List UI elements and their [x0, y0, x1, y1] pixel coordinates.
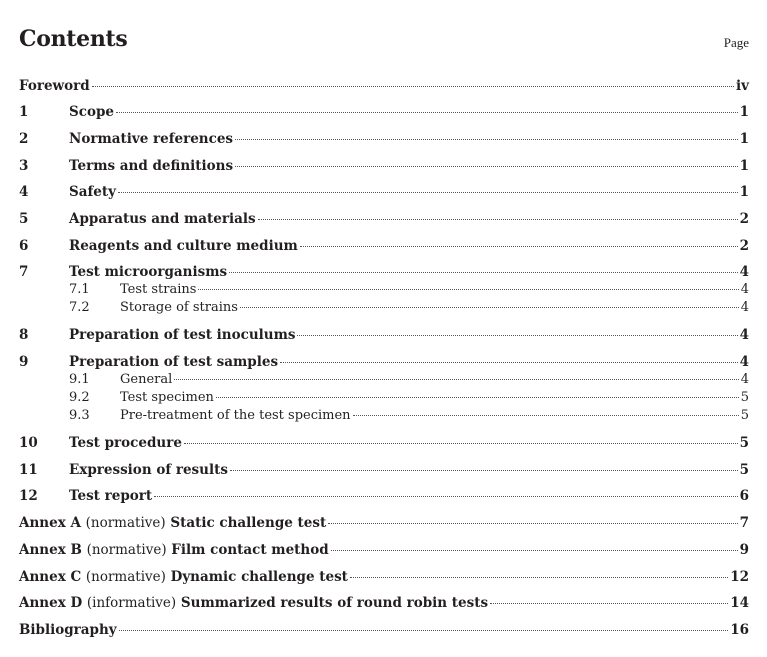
dot-leader	[154, 496, 737, 497]
toc-entry-label: Safety	[69, 184, 116, 200]
dot-leader	[280, 362, 738, 363]
annex-type: (informative)	[86, 595, 177, 611]
toc-entry-page: 16	[730, 622, 749, 638]
toc-entry-annex[interactable]	[19, 594, 749, 612]
dot-leader	[92, 86, 734, 87]
toc-entry-clause[interactable]	[19, 130, 749, 148]
dot-leader	[331, 550, 738, 551]
toc-entry-clause[interactable]	[19, 157, 749, 175]
dot-leader	[235, 139, 738, 140]
toc-entry-number: 12	[19, 488, 38, 504]
toc-entry-page: 5	[739, 435, 749, 451]
annex-name: Annex B	[19, 542, 82, 558]
dot-leader	[230, 470, 738, 471]
dot-leader	[300, 246, 738, 247]
toc-entry-subclause[interactable]	[19, 389, 749, 407]
annex-type: (normative)	[85, 515, 166, 531]
toc-entry-clause[interactable]	[19, 103, 749, 121]
dot-leader	[184, 443, 738, 444]
dot-leader	[350, 577, 728, 578]
toc-entry-clause[interactable]	[19, 461, 749, 479]
toc-entry-page: 2	[739, 238, 749, 254]
toc-entry-page: 5	[740, 390, 749, 405]
toc-entry-number: 9.3	[69, 408, 90, 423]
toc-entry-page: 4	[739, 327, 749, 343]
toc-entry-label: Apparatus and materials	[69, 211, 256, 227]
toc-entry-number: 4	[19, 184, 29, 200]
toc-entry-clause[interactable]	[19, 434, 749, 452]
dot-leader	[174, 379, 738, 380]
toc-entry-clause[interactable]	[19, 210, 749, 228]
toc-entry-clause[interactable]	[19, 326, 749, 344]
toc-entry-label: Test report	[69, 488, 153, 504]
dot-leader	[353, 415, 739, 416]
toc-entry-number: 7.2	[69, 300, 90, 315]
toc-entry-foreword[interactable]	[19, 77, 749, 95]
dot-leader	[119, 630, 729, 631]
toc-entry-page: 1	[739, 104, 749, 120]
page-column-header: Page	[723, 35, 749, 50]
annex-name: Annex D	[19, 595, 83, 611]
dot-leader	[240, 307, 739, 308]
toc-entry-page: 1	[739, 131, 749, 147]
toc-entry-label: Storage of strains	[120, 300, 238, 315]
toc-entry-clause[interactable]	[19, 487, 749, 505]
toc-entry-clause[interactable]	[19, 353, 749, 371]
toc-entry-number: 9.1	[69, 372, 90, 387]
toc-entry-label: Test specimen	[120, 390, 214, 405]
toc-entry-label: Preparation of test samples	[69, 354, 279, 370]
toc-entry-number: 5	[19, 211, 29, 227]
dot-leader	[490, 603, 728, 604]
toc-entry-number: 1	[19, 104, 29, 120]
toc-entry-annex[interactable]	[19, 568, 749, 586]
toc-entry-annex[interactable]	[19, 541, 749, 559]
toc-entry-page: 14	[730, 595, 749, 611]
toc-entry-annex[interactable]	[19, 514, 749, 532]
toc-entry-subclause[interactable]	[19, 371, 749, 389]
dot-leader	[116, 112, 738, 113]
toc-entry-label: Test strains	[120, 282, 197, 297]
toc-entry-label: Terms and definitions	[69, 158, 234, 174]
toc-entry-number: 10	[19, 435, 38, 451]
annex-name: Annex A	[19, 515, 81, 531]
toc-entry-page: iv	[736, 78, 749, 94]
toc-entry-page: 4	[740, 282, 749, 297]
annex-name: Annex C	[19, 569, 82, 585]
dot-leader	[229, 272, 737, 273]
toc-entry-page: 4	[740, 372, 749, 387]
dot-leader	[198, 289, 738, 290]
toc-entry-page: 9	[739, 542, 749, 558]
toc-entry-page: 5	[739, 462, 749, 478]
toc-entry-page: 4	[739, 354, 749, 370]
toc-entry-subclause[interactable]	[19, 299, 749, 317]
toc-entry-number: 8	[19, 327, 29, 343]
toc-entry-label: Test procedure	[69, 435, 182, 451]
dot-leader	[235, 166, 738, 167]
annex-title: Film contact method	[171, 542, 329, 558]
toc-entry-label: Preparation of test inoculums	[69, 327, 296, 343]
toc-entry-label: Pre-treatment of the test specimen	[120, 408, 351, 423]
toc-entry-label: Reagents and culture medium	[69, 238, 298, 254]
toc-entry-label: General	[120, 372, 173, 387]
toc-entry-number: 7.1	[69, 282, 90, 297]
toc-entry-subclause[interactable]	[19, 407, 749, 425]
toc-entry-number: 9.2	[69, 390, 90, 405]
page-title: Contents	[19, 26, 128, 52]
annex-type: (normative)	[86, 542, 167, 558]
toc-entry-label: Test microorganisms	[69, 264, 228, 280]
toc-entry-label: Bibliography	[19, 622, 117, 638]
toc-entry-number: 7	[19, 264, 29, 280]
toc-entry-clause[interactable]	[19, 183, 749, 201]
toc-entry-page: 7	[739, 515, 749, 531]
toc-entry-page: 12	[730, 569, 749, 585]
toc-entry-label: Scope	[69, 104, 115, 120]
toc-entry-number: 3	[19, 158, 29, 174]
toc-entry-label: Expression of results	[69, 462, 228, 478]
toc-entry-page: 1	[739, 184, 749, 200]
annex-type: (normative)	[85, 569, 166, 585]
toc-entry-page: 4	[739, 264, 749, 280]
toc-entry-page: 2	[739, 211, 749, 227]
toc-entry-number: 2	[19, 131, 29, 147]
toc-entry-subclause[interactable]	[19, 281, 749, 299]
toc-entry-page: 6	[739, 488, 749, 504]
dot-leader	[118, 192, 738, 193]
dot-leader	[216, 397, 739, 398]
toc-entry-clause[interactable]	[19, 237, 749, 255]
annex-title: Static challenge test	[170, 515, 327, 531]
toc-entry-number: 11	[19, 462, 38, 478]
toc-entry-page: 1	[739, 158, 749, 174]
toc-entry-label: Normative references	[69, 131, 234, 147]
toc-entry-clause[interactable]	[19, 263, 749, 281]
annex-title: Summarized results of round robin tests	[180, 595, 489, 611]
annex-title: Dynamic challenge test	[170, 569, 348, 585]
toc-entry-page: 4	[740, 300, 749, 315]
dot-leader	[258, 219, 738, 220]
toc-entry-number: 6	[19, 238, 29, 254]
toc-entry-page: 5	[740, 408, 749, 423]
dot-leader	[328, 523, 737, 524]
toc-entry-bibliography[interactable]	[19, 621, 749, 639]
dot-leader	[297, 335, 737, 336]
toc-entry-label: Foreword	[19, 78, 90, 94]
toc-entry-number: 9	[19, 354, 29, 370]
